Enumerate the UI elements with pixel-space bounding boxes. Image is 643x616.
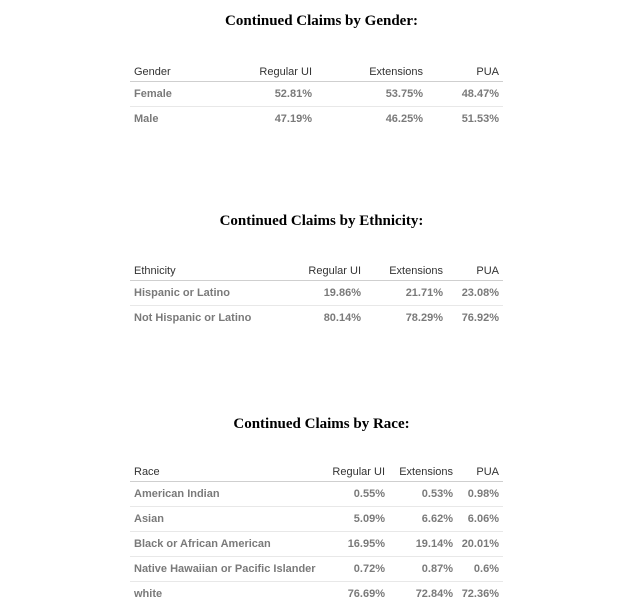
pua-value: 51.53% — [461, 113, 499, 125]
regular-ui-value: 0.55% — [325, 482, 385, 507]
column-header-pua: PUA — [443, 253, 503, 281]
regular-ui-value: 5.09% — [325, 507, 385, 532]
extensions-value: 6.62% — [385, 507, 453, 532]
row-label: white — [134, 588, 163, 600]
extensions-value: 0.53% — [385, 482, 453, 507]
regular-ui-value: 47.19% — [274, 113, 312, 125]
table-row — [130, 82, 503, 107]
row-label: American Indian — [130, 482, 325, 507]
column-header-extensions: Extensions — [312, 54, 423, 82]
row-label: Asian — [130, 507, 325, 532]
table-row — [130, 107, 503, 132]
table-row — [130, 281, 503, 306]
regular-ui-value: 76.69% — [347, 588, 385, 600]
pua-value: 48.47% — [423, 82, 503, 107]
column-header-extensions: Extensions — [385, 454, 453, 482]
table-row — [130, 482, 503, 507]
column-header-regular-ui: Regular UI — [325, 454, 385, 482]
race-table — [130, 454, 503, 606]
row-label: Native Hawaiian or Pacific Islander — [130, 557, 325, 582]
column-header-regular-ui: Regular UI — [210, 54, 312, 82]
regular-ui-value: 16.95% — [325, 532, 385, 557]
extensions-value: 21.71% — [361, 281, 443, 306]
extensions-value: 72.84% — [415, 588, 453, 600]
table-row — [130, 306, 503, 331]
row-label: Black or African American — [130, 532, 325, 557]
extensions-value: 19.14% — [385, 532, 453, 557]
column-header-race: Race — [130, 454, 325, 482]
extensions-value: 78.29% — [405, 312, 443, 324]
column-header-ethnicity: Ethnicity — [130, 253, 270, 281]
row-label: Female — [130, 82, 210, 107]
column-header-extensions: Extensions — [361, 253, 443, 281]
gender-section-title: Continued Claims by Gender: — [225, 13, 418, 29]
column-header-pua: PUA — [423, 54, 503, 82]
extensions-value: 46.25% — [385, 113, 423, 125]
pua-value: 23.08% — [443, 281, 503, 306]
table-row — [130, 582, 503, 607]
pua-value: 0.6% — [453, 557, 503, 582]
ethnicity-section-title: Continued Claims by Ethnicity: — [219, 213, 424, 229]
row-label: Male — [134, 113, 159, 125]
table-row — [130, 532, 503, 557]
pua-value: 20.01% — [453, 532, 503, 557]
column-header-gender: Gender — [130, 54, 210, 82]
table-row — [130, 557, 503, 582]
row-label: Hispanic or Latino — [130, 281, 270, 306]
column-header-pua: PUA — [453, 454, 503, 482]
pua-value: 72.36% — [461, 588, 499, 600]
pua-value: 76.92% — [461, 312, 499, 324]
table-header-row — [130, 253, 503, 281]
pua-value: 0.98% — [453, 482, 503, 507]
extensions-value: 0.87% — [385, 557, 453, 582]
ethnicity-table — [130, 253, 503, 330]
regular-ui-value: 80.14% — [323, 312, 361, 324]
table-header-row — [130, 454, 503, 482]
pua-value: 6.06% — [453, 507, 503, 532]
extensions-value: 53.75% — [312, 82, 423, 107]
table-row — [130, 507, 503, 532]
regular-ui-value: 0.72% — [325, 557, 385, 582]
regular-ui-value: 52.81% — [210, 82, 312, 107]
column-header-regular-ui: Regular UI — [270, 253, 361, 281]
table-header-row — [130, 54, 503, 82]
race-section-title: Continued Claims by Race: — [233, 416, 410, 432]
regular-ui-value: 19.86% — [270, 281, 361, 306]
gender-table — [130, 54, 503, 131]
row-label: Not Hispanic or Latino — [134, 312, 252, 324]
